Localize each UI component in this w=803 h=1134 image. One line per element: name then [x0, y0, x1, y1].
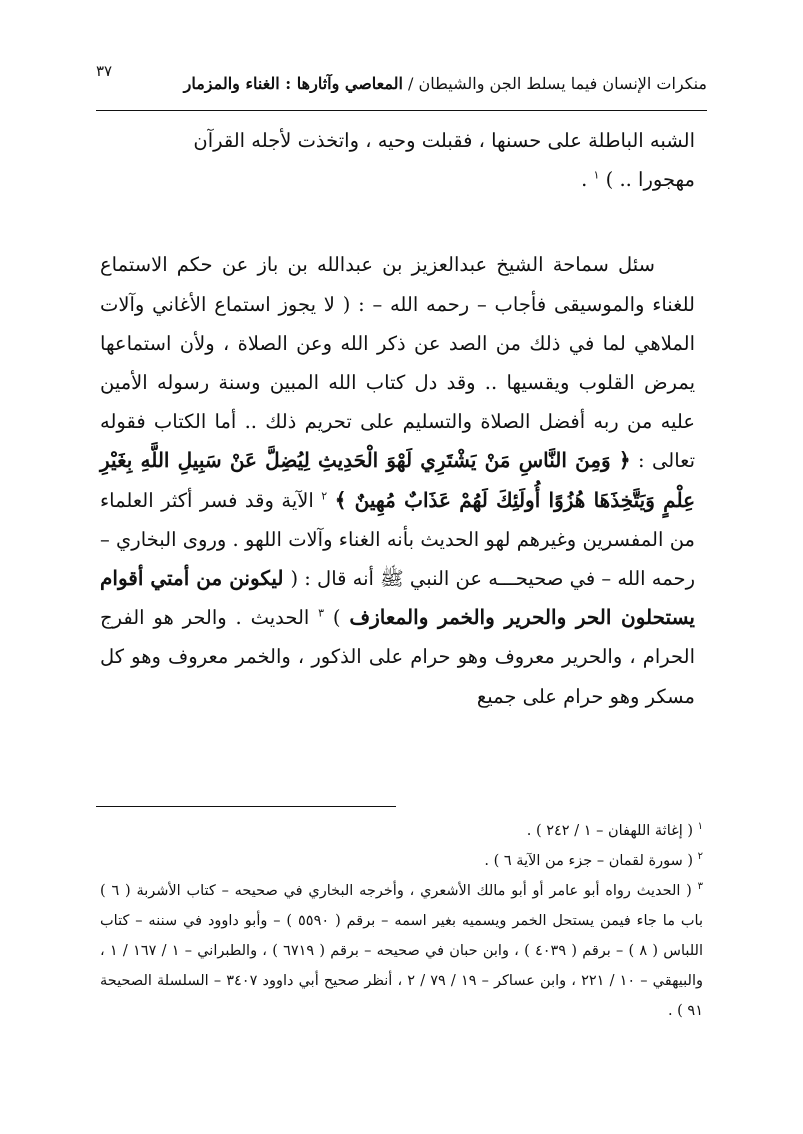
footnotes [100, 816, 703, 1026]
quran-verse: ﴿ وَمِنَ النَّاسِ مَنْ يَشْتَرِي لَهْوَ الْحَدِيثِ لِيُضِلَّ عَنْ سَبِيلِ اللَّهِ بِغَيْرِ عِلْمٍ وَيَتَّخِذَهَا هُزُوًا أُولَئِكَ لَهُمْ عَذَابٌ مُهِينٌ ﴾ [100, 448, 695, 512]
footnote-number: ٢ [697, 851, 703, 863]
page-number: ٣٧ [96, 62, 113, 80]
p1-end: . [581, 168, 594, 192]
paragraph-gap [100, 199, 695, 245]
hadith-text: ليكونن من أمتي أقوام يستحلون الحر والحرير والخمر والمعازف [100, 566, 695, 630]
header-title-bold: المعاصي وآثارها : الغناء والمزمار [183, 74, 403, 93]
paragraph-1 [100, 121, 695, 199]
header-title-plain: منكرات الإنسان فيما يسلط الجن والشيطان / [402, 74, 707, 93]
hadith-close: ) [332, 606, 350, 630]
footnote-number: ١ [697, 821, 703, 833]
footnote-number: ٣ [697, 881, 703, 893]
running-header [130, 74, 707, 93]
p2-part3: الحديث . والحر هو الفرج الحرام ، والحرير معروف وهو حرام على الذكور ، والخمر معروف وهو كل مسكر وهو حرام على جميع [100, 606, 695, 708]
footnote-ref-3: ٣ [318, 606, 325, 620]
footnote-ref-1: ١ [593, 168, 600, 182]
footnote-ref-2: ٢ [321, 489, 328, 503]
footnote-text: ( إغاثة اللهفان – ١ / ٢٤٢ ) . [526, 823, 698, 839]
footnote-rule [96, 806, 396, 807]
footnote-text: ( سورة لقمان – جزء من الآية ٦ ) . [484, 853, 698, 869]
p1-line1: الشبه الباطلة على حسنها ، فقبلت وحيه ، واتخذت لأجله القرآن [193, 129, 695, 152]
p2-part1: سئل سماحة الشيخ عبدالعزيز بن عبدالله بن باز عن حكم الاستماع للغناء والموسيقى فأجاب – رحمه الله – : ( لا يجوز استماع الأغاني وآلات الملاهي لما في ذلك من الصد عن ذكر الله وعن الصلاة ، ولأن استماعها يمرض القلوب ويقسيها .. وقد دل كتاب الله المبين وسنة رسوله الأمين عليه من ربه أفضل الصلاة والتسليم على تحريم ذلك .. أما الكتاب فقوله تعالى : [100, 253, 696, 473]
header-rule [96, 110, 707, 111]
p2-part2: الآية وقد فسر أكثر العلماء من المفسرين وغيرهم لهو الحديث بأنه الغناء وآلات اللهو . وروى البخاري – رحمه الله – في صحيحـــه عن النبي ﷺ أنه قال : ( [100, 488, 696, 591]
footnote-text: ( الحديث رواه أبو عامر أو أبو مالك الأشعري ، وأخرجه البخاري في صحيحه – كتاب الأشربة ( ٦ ) باب ما جاء فيمن يستحل الخمر ويسميه بغير اسمه – برقم ( ٥٥٩٠ ) – وأبو داوود في سننه – كتاب اللباس ( ٨ ) – برقم ( ٤٠٣٩ ) ، وابن حبان في صحيحه – برقم ( ٦٧١٩ ) ، والطبراني – ١ / ١٦٧ / ١ ، والبيهقي – ١٠ / ٢٢١ ، وابن عساكر – ١٩ / ٧٩ / ٢ ، أنظر صحيح أبي داوود ٣٤٠٧ – السلسلة الصحيحة ٩١ ) . [100, 883, 703, 1019]
footnote-1 [100, 816, 703, 846]
paragraph-2 [100, 245, 695, 715]
footnote-2 [100, 846, 703, 876]
footnote-3 [100, 876, 703, 1026]
body-text [100, 121, 695, 716]
p1-line2: مهجورا .. ) [605, 168, 695, 192]
